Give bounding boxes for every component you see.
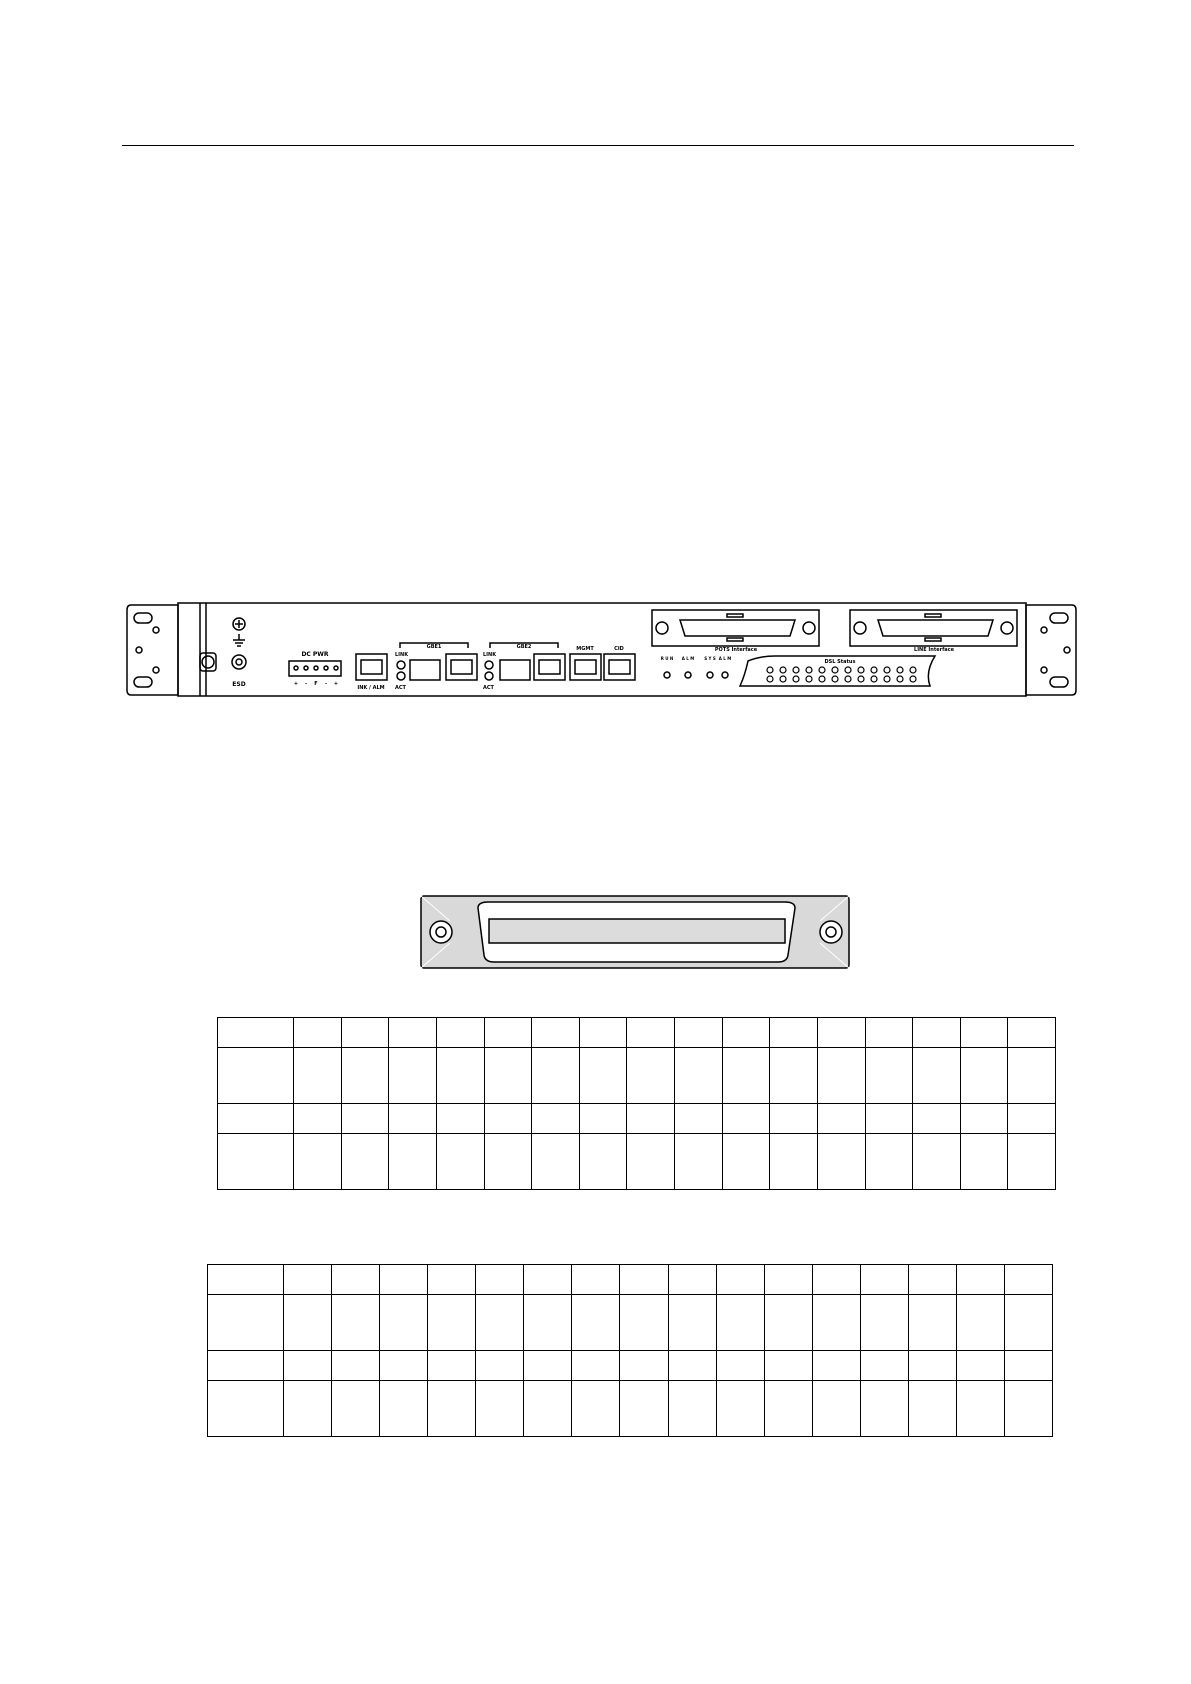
table-cell bbox=[218, 1018, 294, 1048]
connector-screw-icon bbox=[430, 921, 452, 943]
table-cell bbox=[1008, 1134, 1056, 1190]
dsl-status-label: DSL Status bbox=[824, 659, 856, 665]
table-cell bbox=[716, 1351, 764, 1381]
table-cell bbox=[668, 1265, 716, 1295]
table-cell bbox=[908, 1265, 956, 1295]
table-cell bbox=[436, 1104, 484, 1134]
link-label-1: LINK bbox=[395, 652, 409, 658]
table-cell bbox=[860, 1351, 908, 1381]
table-cell bbox=[770, 1134, 818, 1190]
table-cell bbox=[675, 1018, 723, 1048]
table-cell bbox=[332, 1265, 380, 1295]
table-cell bbox=[716, 1295, 764, 1351]
table-cell bbox=[341, 1048, 389, 1104]
table-cell bbox=[579, 1134, 627, 1190]
table-cell bbox=[380, 1381, 428, 1437]
table-row bbox=[218, 1134, 1056, 1190]
table-cell bbox=[812, 1351, 860, 1381]
dc-pin-label: F bbox=[314, 681, 318, 687]
table-cell bbox=[436, 1048, 484, 1104]
table-cell bbox=[764, 1381, 812, 1437]
table-cell bbox=[620, 1381, 668, 1437]
table-cell bbox=[208, 1381, 284, 1437]
table-cell bbox=[332, 1295, 380, 1351]
table-cell bbox=[913, 1104, 961, 1134]
table-cell bbox=[484, 1018, 532, 1048]
table-cell bbox=[572, 1295, 620, 1351]
table-cell bbox=[284, 1351, 332, 1381]
table-cell bbox=[960, 1048, 1008, 1104]
table-cell bbox=[960, 1104, 1008, 1134]
cid-label: CID bbox=[614, 646, 624, 652]
table-cell bbox=[428, 1265, 476, 1295]
table-cell bbox=[332, 1351, 380, 1381]
act-label-2: ACT bbox=[483, 685, 494, 691]
table-row bbox=[218, 1048, 1056, 1104]
table-cell bbox=[675, 1134, 723, 1190]
table-cell bbox=[817, 1018, 865, 1048]
table-cell bbox=[913, 1018, 961, 1048]
table-cell bbox=[476, 1265, 524, 1295]
act-label-1: ACT bbox=[395, 685, 406, 691]
table-cell bbox=[1004, 1295, 1052, 1351]
table-cell bbox=[956, 1265, 1004, 1295]
table-cell bbox=[436, 1134, 484, 1190]
table-cell bbox=[572, 1351, 620, 1381]
table-cell bbox=[668, 1381, 716, 1437]
table-cell bbox=[380, 1351, 428, 1381]
table-cell bbox=[1008, 1104, 1056, 1134]
table-cell bbox=[579, 1048, 627, 1104]
connector-screw-icon bbox=[820, 921, 842, 943]
table-cell bbox=[332, 1381, 380, 1437]
table-cell bbox=[294, 1134, 342, 1190]
dc-pin-label: + bbox=[333, 681, 339, 687]
table-cell bbox=[579, 1018, 627, 1048]
table-cell bbox=[532, 1104, 580, 1134]
table-row bbox=[218, 1018, 1056, 1048]
table-cell bbox=[960, 1134, 1008, 1190]
table-cell bbox=[484, 1134, 532, 1190]
table-cell bbox=[908, 1351, 956, 1381]
table-cell bbox=[716, 1265, 764, 1295]
line-interface-label: LINE Interface bbox=[914, 647, 954, 653]
table-row bbox=[208, 1265, 1053, 1295]
table-cell bbox=[1004, 1265, 1052, 1295]
table-cell bbox=[428, 1295, 476, 1351]
table-cell bbox=[208, 1351, 284, 1381]
table-cell bbox=[572, 1381, 620, 1437]
table-cell bbox=[716, 1381, 764, 1437]
table-row bbox=[208, 1351, 1053, 1381]
table-cell bbox=[294, 1104, 342, 1134]
table-cell bbox=[524, 1351, 572, 1381]
table-cell bbox=[960, 1018, 1008, 1048]
table-cell bbox=[484, 1104, 532, 1134]
table-cell bbox=[284, 1381, 332, 1437]
table-cell bbox=[620, 1265, 668, 1295]
gbe2-label: GBE2 bbox=[516, 644, 532, 650]
table-cell bbox=[956, 1381, 1004, 1437]
table-cell bbox=[627, 1048, 675, 1104]
table-cell bbox=[532, 1134, 580, 1190]
table-cell bbox=[572, 1265, 620, 1295]
table-cell bbox=[294, 1018, 342, 1048]
table-cell bbox=[865, 1048, 913, 1104]
table-row bbox=[218, 1104, 1056, 1134]
table-cell bbox=[812, 1295, 860, 1351]
table-cell bbox=[764, 1351, 812, 1381]
table-cell bbox=[865, 1104, 913, 1134]
table-cell bbox=[341, 1134, 389, 1190]
table-cell bbox=[436, 1018, 484, 1048]
table-cell bbox=[218, 1104, 294, 1134]
table-cell bbox=[722, 1048, 770, 1104]
table-cell bbox=[817, 1134, 865, 1190]
gbe1-label: GBE1 bbox=[426, 644, 442, 650]
pots-interface-label: POTS Interface bbox=[714, 647, 758, 653]
dc-pin-label: + bbox=[293, 681, 299, 687]
table-cell bbox=[341, 1104, 389, 1134]
table-cell bbox=[913, 1048, 961, 1104]
table-cell bbox=[908, 1381, 956, 1437]
table-cell bbox=[1008, 1018, 1056, 1048]
table-cell bbox=[476, 1381, 524, 1437]
table-cell bbox=[294, 1048, 342, 1104]
table-cell bbox=[668, 1351, 716, 1381]
table-cell bbox=[524, 1381, 572, 1437]
table-row bbox=[208, 1295, 1053, 1351]
status-led-label: A L M bbox=[681, 656, 695, 661]
table-cell bbox=[428, 1351, 476, 1381]
table-cell bbox=[532, 1048, 580, 1104]
table-cell bbox=[627, 1134, 675, 1190]
table-cell bbox=[524, 1295, 572, 1351]
table-cell bbox=[675, 1104, 723, 1134]
table-cell bbox=[579, 1104, 627, 1134]
table-cell bbox=[620, 1295, 668, 1351]
table-cell bbox=[484, 1048, 532, 1104]
dc-pin-label: - bbox=[304, 681, 308, 687]
table-cell bbox=[627, 1018, 675, 1048]
table-cell bbox=[722, 1134, 770, 1190]
table-cell bbox=[913, 1134, 961, 1190]
table-cell bbox=[476, 1351, 524, 1381]
table-cell bbox=[389, 1018, 437, 1048]
table-cell bbox=[428, 1381, 476, 1437]
table-cell bbox=[620, 1351, 668, 1381]
table-cell bbox=[956, 1295, 1004, 1351]
table-cell bbox=[764, 1265, 812, 1295]
table-cell bbox=[389, 1048, 437, 1104]
table-cell bbox=[865, 1134, 913, 1190]
table-cell bbox=[524, 1265, 572, 1295]
table-cell bbox=[1008, 1048, 1056, 1104]
table-cell bbox=[380, 1265, 428, 1295]
table-cell bbox=[770, 1048, 818, 1104]
connector-pin-strip bbox=[489, 919, 785, 943]
table-cell bbox=[1004, 1381, 1052, 1437]
table-cell bbox=[812, 1381, 860, 1437]
table-cell bbox=[389, 1134, 437, 1190]
table-cell bbox=[770, 1018, 818, 1048]
table-cell bbox=[817, 1104, 865, 1134]
table-cell bbox=[865, 1018, 913, 1048]
pin-table-1 bbox=[217, 1017, 1056, 1190]
table-cell bbox=[208, 1295, 284, 1351]
dc-pwr-label: DC PWR bbox=[301, 651, 329, 658]
pin-table-2 bbox=[207, 1264, 1053, 1437]
table-cell bbox=[812, 1265, 860, 1295]
table-cell bbox=[956, 1351, 1004, 1381]
table-cell bbox=[532, 1018, 580, 1048]
table-cell bbox=[860, 1381, 908, 1437]
table-cell bbox=[764, 1295, 812, 1351]
table-row bbox=[208, 1381, 1053, 1437]
table-cell bbox=[770, 1104, 818, 1134]
table-cell bbox=[722, 1018, 770, 1048]
table-cell bbox=[722, 1104, 770, 1134]
table-cell bbox=[476, 1295, 524, 1351]
table-cell bbox=[218, 1048, 294, 1104]
table-cell bbox=[284, 1295, 332, 1351]
table-cell bbox=[218, 1134, 294, 1190]
table-cell bbox=[341, 1018, 389, 1048]
status-led-label: A L M bbox=[718, 656, 732, 661]
table-cell bbox=[860, 1295, 908, 1351]
table-cell bbox=[668, 1295, 716, 1351]
mgmt-label: MGMT bbox=[576, 646, 594, 652]
status-led-label: S Y S bbox=[704, 656, 716, 661]
table-cell bbox=[860, 1265, 908, 1295]
table-cell bbox=[817, 1048, 865, 1104]
link-label-2: LINK bbox=[483, 652, 497, 658]
table-cell bbox=[284, 1265, 332, 1295]
table-cell bbox=[208, 1265, 284, 1295]
table-cell bbox=[675, 1048, 723, 1104]
table-cell bbox=[389, 1104, 437, 1134]
table-cell bbox=[380, 1295, 428, 1351]
table-cell bbox=[627, 1104, 675, 1134]
table-cell bbox=[908, 1295, 956, 1351]
table-cell bbox=[1004, 1351, 1052, 1381]
ink-alm-label: INK / ALM bbox=[357, 685, 385, 691]
status-led-label: R U N bbox=[660, 656, 674, 661]
dc-pin-label: - bbox=[324, 681, 328, 687]
esd-label: ESD bbox=[232, 681, 246, 688]
